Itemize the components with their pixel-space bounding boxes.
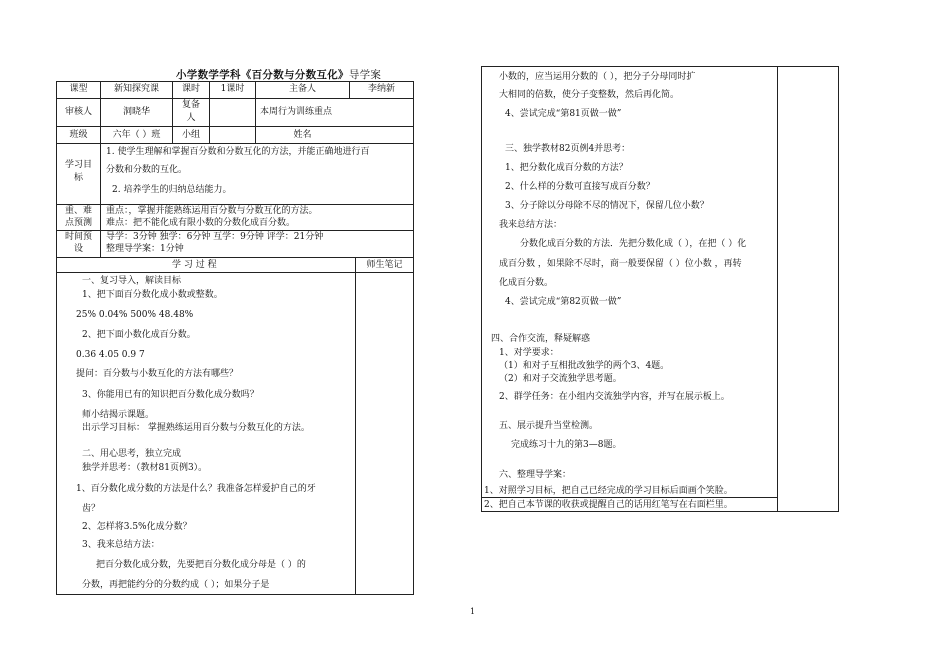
label-group: 小组 bbox=[181, 130, 200, 140]
right-line: 3、分子除以分母除不尽的情况下，保留几位小数？ bbox=[505, 201, 709, 211]
page-title-suffix: 导学案 bbox=[348, 69, 382, 81]
time-allocation: 导学：3分钟 独学：6分钟 互学：9分钟 评学：21分钟 bbox=[106, 232, 324, 242]
right-line: 小数的，应当运用分数的（ ），把分子分母同时扩 bbox=[499, 72, 696, 82]
label-reviewer: 审核人 bbox=[64, 107, 92, 117]
page-title-main: 小学数学学科《百分数与分数互化》 bbox=[176, 69, 349, 81]
section-learning-process: 学 习 过 程 bbox=[172, 260, 217, 270]
label-time-b: 设 bbox=[73, 244, 83, 254]
left-line: 师小结揭示课题。 bbox=[82, 410, 155, 420]
left-line: 一、复习导入，解读目标 bbox=[82, 276, 182, 286]
value-lesson-type: 新知探究课 bbox=[113, 84, 159, 94]
label-goals-b: 标 bbox=[73, 173, 83, 183]
right-line: 1、把分数化成百分数的方法？ bbox=[505, 163, 628, 173]
left-line: 齿？ bbox=[82, 504, 101, 514]
value-reviewer: 洞晓华 bbox=[122, 107, 150, 117]
right-line: 完成练习十九的第3—8题。 bbox=[511, 440, 622, 450]
right-line: 我来总结方法： bbox=[499, 220, 563, 230]
left-line: 2、把下面小数化成百分数。 bbox=[82, 330, 196, 340]
key-point: 重点：，掌握并能熟练运用百分数与分数互化的方法。 bbox=[106, 206, 318, 216]
left-line: 出示学习目标： 掌握熟练运用百分数与分数互化的方法。 bbox=[82, 423, 310, 433]
label-periods: 课时 bbox=[181, 84, 200, 94]
section-notes: 师生笔记 bbox=[366, 260, 403, 270]
label-lead-preparer: 主备人 bbox=[288, 84, 316, 94]
label-time-a: 时间预 bbox=[64, 232, 92, 242]
left-line: 1、百分数化成分数的方法是什么？我准备怎样爱护自己的牙 bbox=[76, 484, 316, 494]
right-line: 成百分数 ，如果除不尽时，商一般要保留（ ）位小数 ，再转 bbox=[499, 259, 742, 269]
right-line: 化成百分数。 bbox=[499, 278, 554, 288]
left-line: 25% 0.04% 500% 48.48% bbox=[76, 310, 194, 320]
right-line: （1）和对子互相批改独学的两个3、4题。 bbox=[499, 361, 670, 371]
label-co-preparer-b: 人 bbox=[186, 113, 196, 123]
page-title bbox=[176, 67, 381, 82]
left-line: 二、用心思考，独立完成 bbox=[82, 449, 182, 459]
right-line: 2、把自己本节课的收获或提醒自己的话用红笔写在右面栏里。 bbox=[484, 500, 733, 510]
label-key-points-a: 重、难 bbox=[64, 206, 92, 216]
left-line: 2、怎样将3.5%化成分数？ bbox=[82, 522, 192, 532]
left-line: 3、我来总结方法： bbox=[82, 540, 160, 550]
label-class: 班级 bbox=[69, 130, 88, 140]
left-line: 3、你能用已有的知识把百分数化成分数吗？ bbox=[82, 390, 259, 400]
goal-2: 2. 培养学生的归纳总结能力。 bbox=[112, 185, 232, 195]
right-line: 1、对照学习目标，把自己已经完成的学习目标后面画个笑脸。 bbox=[484, 486, 733, 496]
right-line: 四、合作交流，释疑解惑 bbox=[491, 334, 591, 344]
time-wrapup: 整理导学案：1分钟 bbox=[106, 244, 184, 254]
label-co-preparer-a: 复备 bbox=[181, 100, 200, 110]
label-key-points-b: 点预测 bbox=[64, 218, 92, 228]
right-line: 4、尝试完成“第82页做一做” bbox=[505, 297, 622, 307]
value-class: 六年（ ）班 bbox=[112, 130, 161, 140]
right-line: 4、尝试完成“第81页做一做” bbox=[505, 109, 622, 119]
right-line: 六、整理导学案： bbox=[499, 470, 572, 480]
left-line: 0.36 4.05 0.9 7 bbox=[76, 350, 145, 360]
right-line: 分数化成百分数的方法．先把分数化成（ ），在把（ ）化 bbox=[520, 239, 747, 249]
goal-1-line-a: 1. 使学生理解和掌握百分数和分数互化的方法，并能正确地进行百 bbox=[106, 147, 370, 157]
label-goals-a: 学习目 bbox=[64, 160, 92, 170]
right-line: 1、对学要求： bbox=[499, 348, 559, 358]
label-name: 姓名 bbox=[293, 130, 312, 140]
page-number: 1 bbox=[470, 607, 476, 616]
right-line: （2）和对子交流独学思考题。 bbox=[499, 374, 622, 384]
right-line: 大相同的倍数，使分子变整数，然后再化简。 bbox=[499, 90, 680, 100]
label-lesson-type: 课型 bbox=[69, 84, 88, 94]
value-lead-preparer: 李纳新 bbox=[367, 84, 395, 94]
label-weekly-focus: 本周行为训练重点 bbox=[260, 107, 333, 117]
right-line: 五、展示提升当堂检测。 bbox=[499, 421, 599, 431]
left-line: 独学并思考：（教材81页例3）。 bbox=[82, 463, 208, 473]
right-line: 2、群学任务：在小组内交流独学内容，并写在展示板上。 bbox=[499, 392, 730, 402]
goal-1-line-b: 分数和分数的互化。 bbox=[106, 165, 188, 175]
difficult-point: 难点：把不能化成有限小数的分数化成百分数。 bbox=[106, 218, 296, 228]
left-line: 1、把下面百分数化成小数或整数。 bbox=[82, 290, 223, 300]
left-line: 提问：百分数与小数互化的方法有哪些？ bbox=[76, 369, 239, 379]
left-line: 把百分数化成分数，先要把百分数化成分母是（ ）的 bbox=[96, 560, 306, 570]
left-line: 分数，再把能约分的分数约成（ ）；如果分子是 bbox=[82, 580, 270, 590]
right-line: 三、独学教材82页例4并思考： bbox=[505, 144, 631, 154]
right-line: 2、什么样的分数可直接写成百分数？ bbox=[505, 182, 655, 192]
value-periods: 1课时 bbox=[220, 84, 245, 94]
